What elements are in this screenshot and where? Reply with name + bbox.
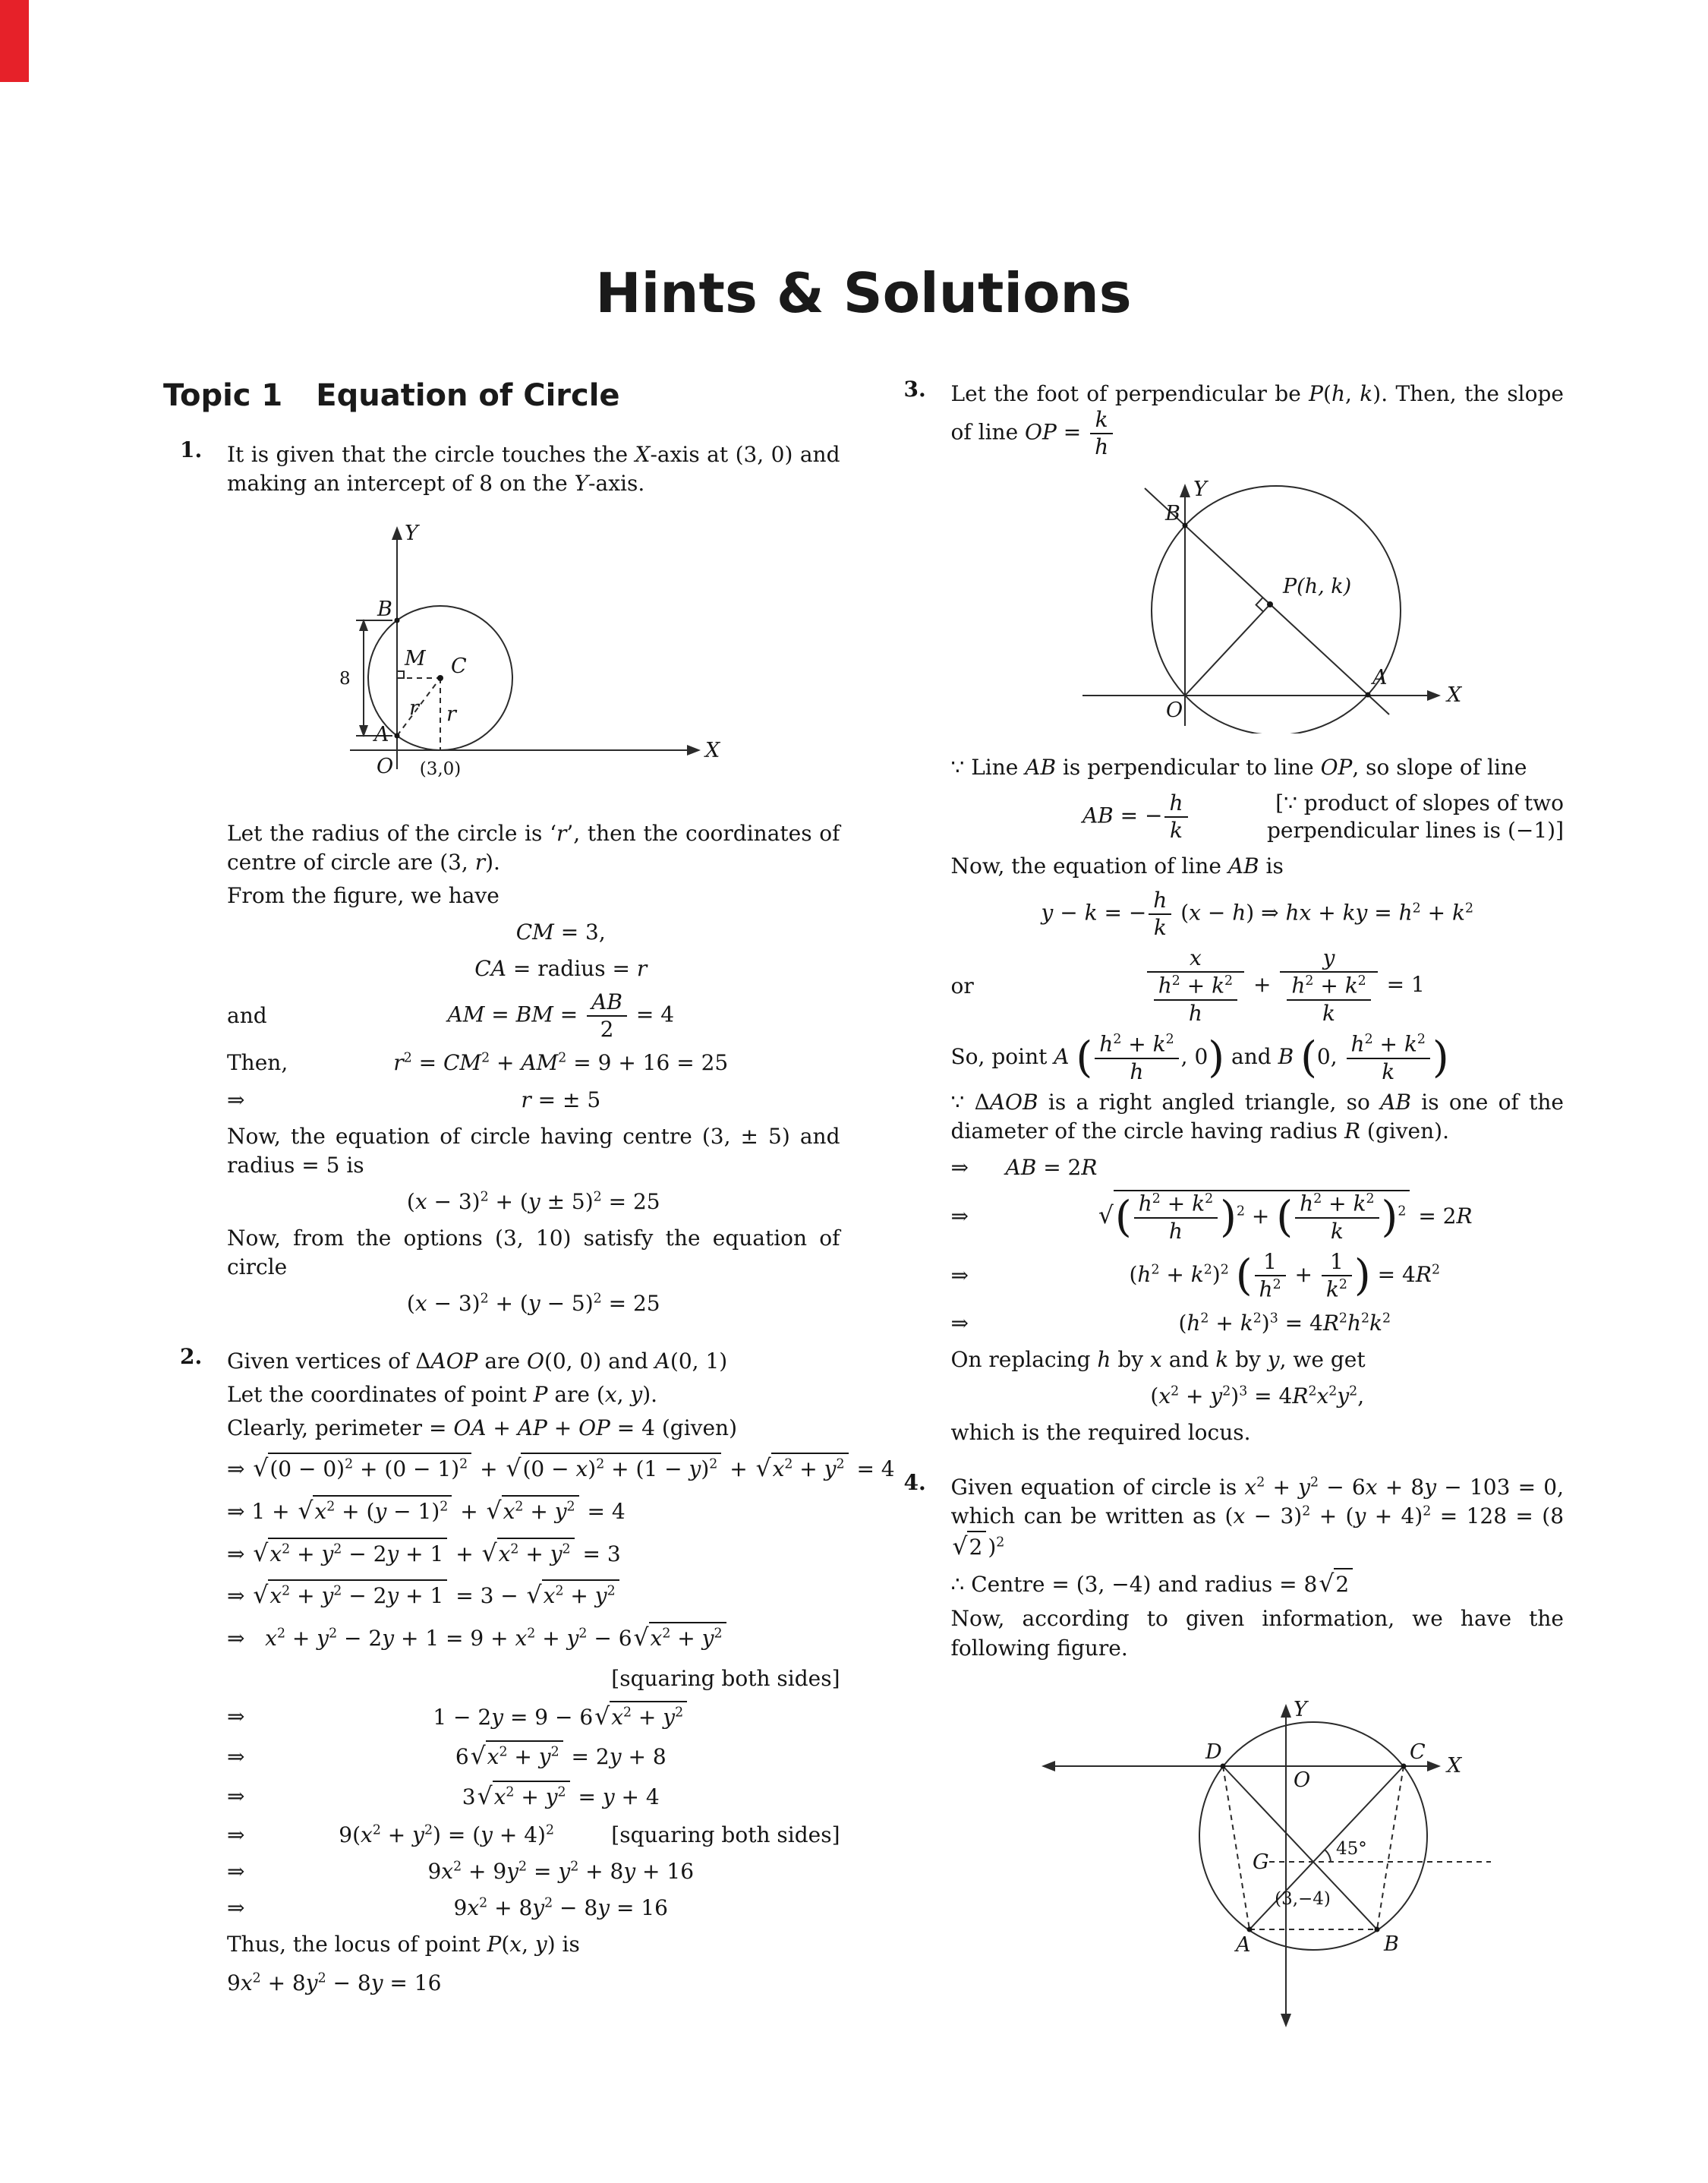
left-column — [163, 375, 895, 2068]
equation: ⇒ √ $(0 - 0)^2 + (0 - 1)^2$ + √ $(0 - x)^2 + (1 - y)^2$ + √ $x^2 + y^2 = 4$ — [227, 1453, 840, 1485]
equation: AB = 2R — [1005, 1155, 1098, 1181]
equation: CM = 3, — [515, 919, 606, 945]
equation: y − k = − $\frac{h}{k}$ (x − h) ⇒ hx + ky = $h^2 + k^2$ — [1041, 887, 1473, 940]
label-origin-3-0: (3,0) — [419, 759, 462, 779]
figure-perpendicular-foot — [951, 472, 1565, 741]
figure-2-svg — [1022, 472, 1492, 733]
equation: ⇒ √ $x^2 + y^2 - 2y + 1$ + √ $x^2 + y^2 = 3$ — [227, 1538, 840, 1570]
figure-circle-tangent — [227, 511, 840, 807]
item-number: 3. — [903, 377, 926, 402]
label-x-axis: X — [1447, 1753, 1462, 1778]
segment-op — [1185, 604, 1270, 696]
paragraph: Let the coordinates of point P are (x, y). — [227, 1382, 658, 1408]
label-g: G — [1253, 1850, 1269, 1874]
y-axis-arrow-down — [1281, 2014, 1291, 2027]
red-edge-mark — [0, 0, 29, 82]
implies-arrow: ⇒ — [227, 1822, 245, 1847]
equation: ⇒ √ $x^2 + y^2 - 2y + 1 = 3$ − √ $x^2 + y^2$ — [227, 1579, 840, 1612]
paragraph: ∴ Centre = (3, −4) and radius = 8 √ 2 — [951, 1568, 1565, 1601]
right-angle-mark — [1256, 598, 1264, 612]
label-x-axis: X — [1447, 683, 1462, 707]
equation: $9x^2 + 8y^2 - 8y = 16$ — [453, 1894, 668, 1920]
equation: $(x^2 + y^2)^3 = 4R^2x^2y^2$, — [1150, 1383, 1365, 1409]
equation-row — [227, 1857, 840, 1886]
point-d — [1221, 1763, 1226, 1768]
topic-title: Equation of Circle — [316, 378, 620, 413]
label-b: B — [377, 597, 392, 621]
figure-inscribed-square — [951, 1675, 1565, 2039]
equation: $(h^2 + k^2)^3 = 4R^2h^2k^2$ — [1178, 1310, 1391, 1336]
intercept-arrow — [356, 619, 392, 737]
axes — [350, 526, 701, 769]
point-a — [1247, 1926, 1253, 1932]
implies-arrow: ⇒ — [950, 1310, 969, 1336]
equation: r = ± 5 — [521, 1087, 601, 1112]
label-m: M — [404, 646, 426, 670]
point-b — [394, 617, 399, 623]
point-b — [1183, 522, 1188, 528]
label-c: C — [1410, 1740, 1426, 1764]
equation: $r^2 = CM^2 + AM^2 = 9 + 16 = 25$ — [393, 1050, 729, 1076]
axes — [1042, 1704, 1441, 2027]
solution-item-4 — [887, 1468, 1565, 2052]
equation-row — [951, 947, 1565, 1025]
equation-row — [227, 1781, 840, 1813]
right-angle-mark — [397, 671, 404, 678]
y-axis-arrow-up — [1281, 1704, 1291, 1718]
equation: $9(x^2 + y^2) = (y + 4)^2$ — [339, 1822, 554, 1847]
equation-label: Then, — [227, 1050, 288, 1076]
equation-row — [227, 1740, 840, 1773]
item-number: 4. — [903, 1470, 926, 1495]
label-r2: r — [446, 702, 456, 726]
paragraph: Given vertices of ΔAOP are O(0, 0) and A(0, 1) — [227, 1349, 728, 1374]
equation: CA = radius = r — [474, 955, 648, 981]
paragraph: Clearly, perimeter = OA + AP + OP = 4 (given) — [227, 1415, 738, 1441]
label-d: D — [1205, 1740, 1222, 1764]
x-axis-arrow — [1427, 690, 1441, 701]
item-body — [951, 1468, 1565, 2052]
equation: ⇒ 1 + √ $x^2 + (y - 1)^2$ + √ $x^2 + y^2 = 4$ — [227, 1495, 840, 1528]
equation-row — [227, 1086, 840, 1115]
solution-item-3 — [887, 375, 1565, 1452]
equation-row — [227, 954, 840, 983]
solution-item-1 — [163, 436, 840, 1326]
equation: √ ( $\frac{h^2 + k^2}{h}$ )$^2$ + ( $\frac{h^2 + k^2}{k}$ )$^2$ = 2R — [1006, 1190, 1565, 1243]
implies-arrow: ⇒ — [950, 1203, 969, 1229]
label-c: C — [450, 654, 467, 678]
point-c — [437, 675, 443, 681]
paragraph: So, point A ( $\frac{h^2 + k^2}{h}$ , 0) and B (0, $\frac{h^2 + k^2}{k}$ ) — [950, 1031, 1449, 1084]
solution-item-2 — [163, 1342, 895, 2008]
paragraph: It is given that the circle touches the X-axis at (3, 0) and making an intercept of 8 on the Y-axis. — [227, 442, 840, 497]
item-body — [951, 375, 1565, 1452]
label-a: A — [1236, 1932, 1251, 1957]
topic-label: Topic 1 — [163, 378, 283, 413]
label-x-axis: X — [704, 738, 720, 762]
right-column — [887, 375, 1565, 2068]
equation-row — [951, 1153, 1565, 1182]
equation: $(x - 3)^2 + (y \pm 5)^2 = 25$ — [406, 1188, 660, 1214]
equation: AM = BM = $\frac{AB}{2}$ = 4 — [447, 989, 675, 1043]
label-o: O — [1166, 698, 1183, 722]
implies-arrow: ⇒ — [227, 1743, 245, 1769]
equation-row — [951, 1309, 1565, 1338]
paragraph: From the figure, we have — [227, 882, 499, 908]
equation-label: and — [227, 1003, 267, 1029]
label-o: O — [376, 754, 393, 778]
side-note-line: [∵ product of slopes of two — [1275, 790, 1564, 815]
label-centre-3-minus4: (3,−4) — [1275, 1888, 1331, 1909]
label-r1: r — [408, 696, 419, 720]
equation-row — [951, 790, 1565, 845]
item-number: 1. — [180, 437, 203, 463]
equation-row — [227, 918, 840, 947]
paragraph: Now, the equation of line AB is — [950, 853, 1284, 879]
equation-row — [227, 991, 840, 1041]
label-p: P(h, k) — [1283, 574, 1352, 598]
equation-row — [227, 1821, 840, 1850]
label-angle-45: 45° — [1336, 1838, 1368, 1859]
implies-arrow: ⇒ — [227, 1703, 245, 1729]
equation-row — [950, 1248, 1565, 1302]
equation: $(h^2 + k^2)^2$ ( $\frac{1}{h^2}$ + $\frac{1}{k^2}$ ) = $4R^2$ — [1129, 1248, 1440, 1302]
paragraph: Let the foot of perpendicular be P(h, k). Then, the slope of line OP = $\frac{k}{h}$ — [950, 381, 1564, 460]
axes — [1082, 484, 1441, 726]
paragraph: Now, according to given information, we have the following figure. — [950, 1606, 1564, 1661]
side-note-line: perpendicular lines is (−1)] — [1267, 818, 1564, 844]
equation: $9x^2 + 8y^2 - 8y = 16$ — [227, 1970, 442, 1995]
implies-arrow: ⇒ — [227, 1894, 245, 1920]
paragraph: Given equation of circle is $x^2 + y^2 - 6x + 8y - 103 = 0$, which can be written as $(x - 3)^2 + (y + 4)^2 = 128 = (8√$ 2 )$^2$ — [951, 1473, 1565, 1563]
equation: $\frac{x}{\frac{h^2 + k^2}{h}}$ + $\frac{y}{\frac{h^2 + k^2}{k}}$ = 1 — [1006, 947, 1565, 1025]
label-y-axis: Y — [404, 521, 418, 545]
equation-row — [951, 1190, 1565, 1243]
side-note — [1267, 790, 1564, 845]
equation: 6 √ $x^2 + y^2 = 2y + 8$ — [282, 1740, 840, 1773]
item-body — [227, 1342, 895, 2008]
equation: AB = − $\frac{h}{k}$ — [1006, 792, 1268, 842]
implies-arrow: ⇒ — [950, 1155, 969, 1181]
point-a — [1366, 692, 1371, 697]
paragraph: Let the radius of the circle is ‘r’, then the coordinates of centre of circle are (3, r). — [227, 820, 840, 875]
label-a: A — [373, 722, 389, 746]
page-title: Hints & Solutions — [595, 261, 1132, 325]
label-b: B — [1384, 1932, 1400, 1956]
label-a: A — [1372, 665, 1388, 689]
paragraph: Now, from the options (3, 10) satisfy the equation of circle — [227, 1225, 840, 1279]
equation-row — [227, 1894, 840, 1923]
label-y-axis: Y — [1193, 477, 1208, 501]
implies-arrow: ⇒ — [950, 1263, 969, 1289]
chord-ab — [1145, 488, 1389, 715]
item-number: 2. — [180, 1344, 203, 1370]
implies-arrow: ⇒ — [227, 1858, 245, 1884]
equation: 1 − 2y = 9 − 6 √ $x^2 + y^2$ — [282, 1701, 840, 1733]
equation: $(x - 3)^2 + (y - 5)^2 = 25$ — [406, 1291, 660, 1317]
equation-row — [227, 1049, 840, 1077]
paragraph: Thus, the locus of point P(x, y) is — [227, 1931, 580, 1957]
figure-1-svg — [298, 511, 769, 800]
paragraph: ∵ Line AB is perpendicular to line OP, so slope of line — [950, 754, 1527, 780]
label-y-axis: Y — [1294, 1697, 1308, 1721]
paragraph: On replacing h by x and k by y, we get — [950, 1346, 1366, 1372]
paragraph: Now, the equation of circle having centre (3, ± 5) and radius = 5 is — [227, 1123, 840, 1178]
topic-heading — [163, 375, 840, 416]
figure-3-svg — [1007, 1675, 1508, 2032]
side-note: [squaring both sides] — [611, 1665, 840, 1691]
label-eight: 8 — [339, 668, 351, 689]
label-o: O — [1294, 1768, 1311, 1792]
two-column-layout — [163, 375, 1564, 2068]
label-b: B — [1165, 501, 1181, 525]
x-axis-arrow-right — [1427, 1761, 1441, 1771]
y-axis-arrow — [392, 526, 402, 540]
x-axis-arrow — [687, 745, 701, 756]
side-note: [squaring both sides] — [611, 1822, 840, 1847]
implies-arrow: ⇒ — [227, 1087, 245, 1112]
x-axis-arrow-left — [1042, 1761, 1055, 1771]
y-axis-arrow — [1180, 484, 1190, 497]
item-body — [227, 436, 840, 1326]
equation-label: or — [950, 973, 974, 998]
equation: $9x^2 + 9y^2 = y^2 + 8y + 16$ — [427, 1858, 695, 1884]
equation: 3 √ $x^2 + y^2 = y + 4$ — [282, 1781, 840, 1813]
equation-row — [227, 1701, 840, 1733]
point-b — [1375, 1926, 1380, 1932]
paragraph: which is the required locus. — [950, 1419, 1251, 1445]
paragraph: ∵ ΔAOB is a right angled triangle, so AB is one of the diameter of the circle having radius R (given). — [950, 1089, 1564, 1144]
angle-arc — [1325, 1850, 1331, 1862]
equation: ⇒ $x^2 + y^2 - 2y + 1 = 9 + x^2 + y^2 - 6$ √ $x^2 + y^2$ — [227, 1622, 840, 1655]
implies-arrow: ⇒ — [227, 1784, 245, 1809]
point-p — [1267, 601, 1273, 607]
point-c — [1401, 1763, 1407, 1768]
point-a — [394, 733, 399, 738]
